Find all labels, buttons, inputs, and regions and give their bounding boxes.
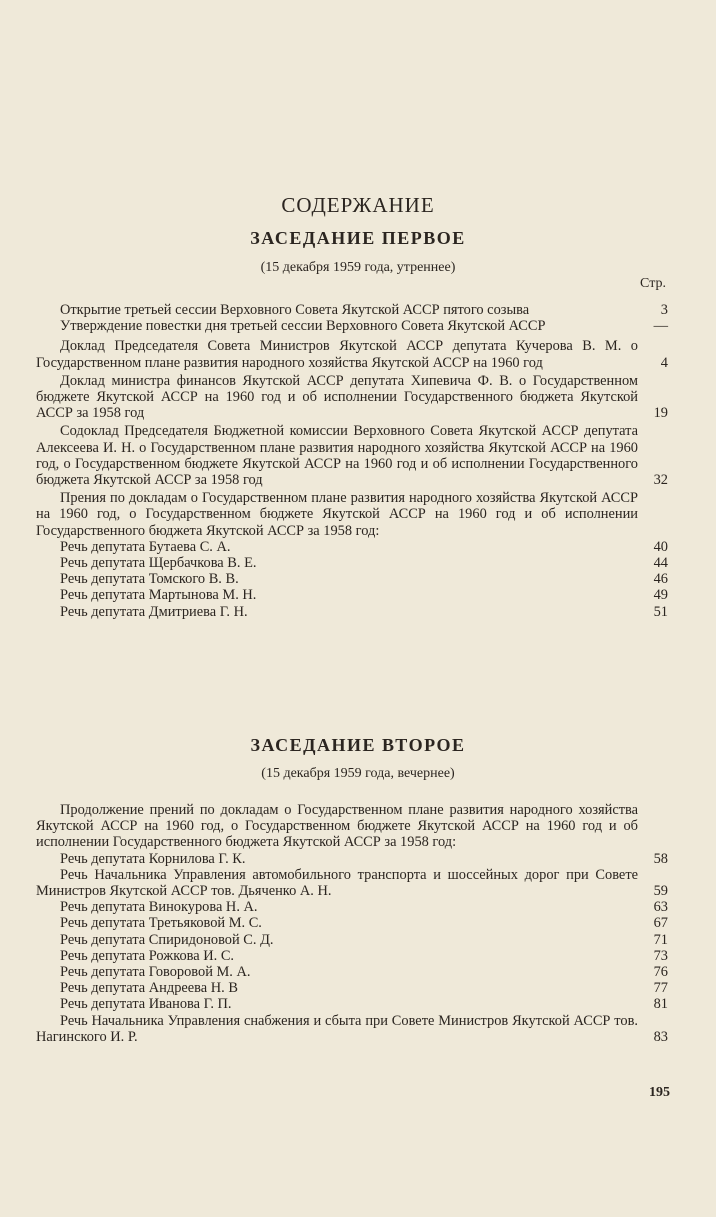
toc-entry-text: Речь депутата Бутаева С. А. <box>60 538 231 555</box>
toc-entry <box>36 302 668 318</box>
toc-entry <box>36 1013 668 1045</box>
toc-entry-text: Доклад Председателя Совета Министров Якутской АССР депутата Кучерова В. М. о Государственном плане развития народного хозяйства Якутской АССР на 1960 год <box>36 338 638 371</box>
toc-entry <box>36 915 668 931</box>
page-column-label: Стр. <box>640 276 666 291</box>
toc-entry-page: 59 <box>653 883 668 900</box>
session-1-subheading: (15 декабря 1959 года, утреннее) <box>260 260 456 275</box>
toc-entry-page: 58 <box>653 850 668 867</box>
contents-title: СОДЕРЖАНИЕ <box>281 193 435 217</box>
toc-entry <box>36 948 668 964</box>
toc-entry-text: Речь депутата Дмитриева Г. Н. <box>60 603 248 620</box>
toc-entry-page: 63 <box>653 899 668 916</box>
session-2-entries <box>36 802 668 1045</box>
session-1-entries <box>36 302 668 620</box>
toc-entry-page: 76 <box>653 964 668 981</box>
toc-entry-text: Содоклад Председателя Бюджетной комиссии Верховного Совета Якутской АССР депутата Алексеева И. Н. о Государственном плане развития народного хозяйства Якутской АССР на 1960 год, о Государственном бюджете Якутской АССР на 1960 год и об исполнении Государственного бюджета Якутской АССР за 1958 год <box>36 423 638 489</box>
toc-entry <box>36 932 668 948</box>
toc-entry <box>36 373 668 422</box>
toc-entry-page: 83 <box>653 1028 668 1045</box>
toc-entry <box>36 338 668 370</box>
toc-entry-text: Речь депутата Щербачкова В. Е. <box>60 555 257 572</box>
toc-entry <box>36 802 668 851</box>
toc-entry-text: Речь депутата Третьяковой М. С. <box>60 915 262 932</box>
toc-entry-text: Речь депутата Говоровой М. А. <box>60 964 251 981</box>
toc-entry <box>36 996 668 1012</box>
toc-entry-text: Речь депутата Спиридоновой С. Д. <box>60 931 274 948</box>
toc-entry-page: 19 <box>653 405 668 422</box>
toc-entry-page: 46 <box>653 571 668 588</box>
toc-entry-page: 77 <box>653 980 668 997</box>
toc-entry-page: 73 <box>653 947 668 964</box>
toc-entry-text: Речь Начальника Управления автомобильного транспорта и шоссейных дорог при Совете Министров Якутской АССР тов. Дьяченко А. Н. <box>36 866 638 900</box>
toc-entry-page: 32 <box>653 472 668 489</box>
toc-entry-page: 3 <box>660 302 668 318</box>
toc-entry <box>36 587 668 603</box>
toc-entry <box>36 851 668 867</box>
toc-entry-text: Речь депутата Рожкова И. С. <box>60 947 235 964</box>
toc-entry-page: 67 <box>653 915 668 932</box>
toc-entry-text: Прения по докладам о Государственном плане развития народного хозяйства Якутской АССР на 1960 год, о Государственном бюджете Якутской АССР на 1960 год и об исполнении Государственного бюджета Якутской АССР за 1958 год: <box>36 490 638 539</box>
toc-entry-text: Открытие третьей сессии Верховного Совета Якутской АССР пятого созыва <box>60 302 530 318</box>
toc-entry-text: Речь депутата Корнилова Г. К. <box>60 850 246 867</box>
toc-entry-text: Утверждение повестки дня третьей сессии Верховного Совета Якутской АССР <box>60 318 546 335</box>
toc-entry <box>36 964 668 980</box>
session-1-heading: ЗАСЕДАНИЕ ПЕРВОЕ <box>250 228 466 248</box>
toc-entry <box>36 867 668 899</box>
toc-entry-page: 71 <box>653 931 668 948</box>
toc-entry <box>36 571 668 587</box>
toc-entry-text: Речь депутата Мартынова М. Н. <box>60 587 257 604</box>
toc-entry <box>36 899 668 915</box>
toc-entry-page: 81 <box>653 996 668 1013</box>
toc-entry <box>36 555 668 571</box>
toc-entry-page: 51 <box>653 603 668 620</box>
toc-entry <box>36 980 668 996</box>
toc-entry-page: 44 <box>653 555 668 572</box>
page-number: 195 <box>649 1085 670 1100</box>
toc-entry-text: Продолжение прений по докладам о Государственном плане развития народного хозяйства Якутской АССР на 1960 год, о Государственном бюджете Якутской АССР на 1960 год и об исполнении Государственного бюджета Якутской АССР за 1958 год: <box>36 802 638 851</box>
toc-entry-page: 4 <box>660 354 668 371</box>
toc-entry-page: 40 <box>653 538 668 555</box>
toc-entry-text: Речь депутата Иванова Г. П. <box>60 996 232 1013</box>
toc-entry-page: 49 <box>653 587 668 604</box>
toc-entry <box>36 604 668 620</box>
toc-entry <box>36 318 668 334</box>
toc-entry <box>36 423 668 488</box>
session-2-subheading: (15 декабря 1959 года, вечернее) <box>261 766 455 781</box>
toc-entry-text: Речь депутата Томского В. В. <box>60 571 239 588</box>
toc-entry-text: Речь Начальника Управления снабжения и сбыта при Совете Министров Якутской АССР тов. Нагинского И. Р. <box>36 1012 638 1045</box>
toc-entry-text: Речь депутата Винокурова Н. А. <box>60 899 258 916</box>
toc-entry-text: Речь депутата Андреева Н. В <box>60 980 238 997</box>
toc-entry-page: — <box>653 318 668 335</box>
toc-entry-text: Доклад министра финансов Якутской АССР депутата Хипевича Ф. В. о Государственном бюджете Якутской АССР на 1960 год и об исполнении Государственного бюджета Якутской АССР за 1958 год <box>36 372 638 422</box>
toc-entry <box>36 539 668 555</box>
session-2-heading: ЗАСЕДАНИЕ ВТОРОЕ <box>250 735 466 755</box>
toc-entry <box>36 490 668 539</box>
